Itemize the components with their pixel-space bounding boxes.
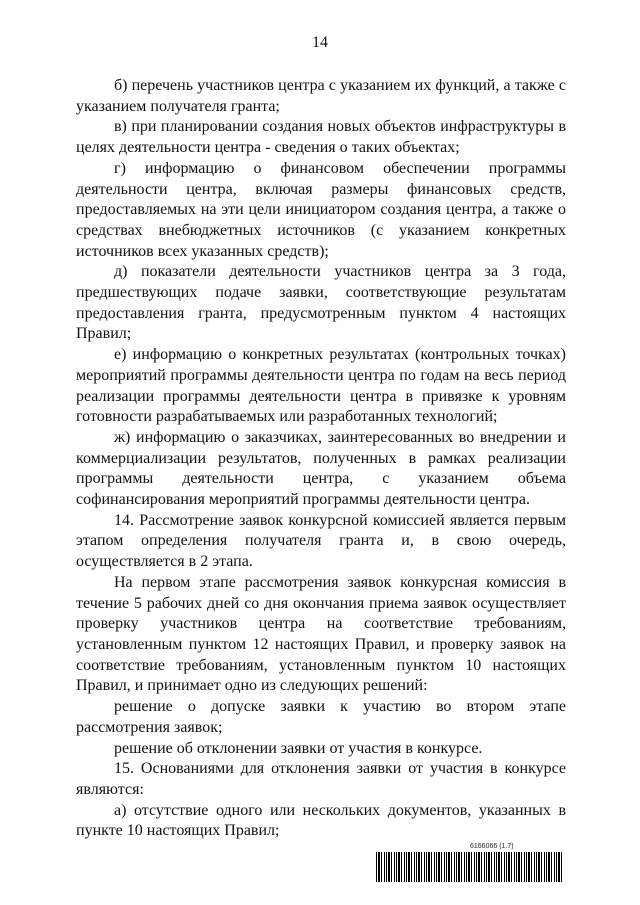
document-body [76, 76, 566, 842]
paragraph-zh: ж) информацию о заказчиках, заинтересованных во внедрении и коммерциализации результатов, полученных в рамках реализации программы деятельности центра, с указанием объема софинансирования мероприятий программы деятельности центра. [76, 428, 566, 509]
paragraph-first-stage: На первом этапе рассмотрения заявок конкурсная комиссия в течение 5 рабочих дней со дня окончания приема заявок осуществляет проверку участников центра на соответствие требованиям, установленным пунктом 12 настоящих Правил, и проверку заявок на соответствие требованиям, установленным пунктом 10 настоящих Правил, и принимает одно из следующих решений: [76, 573, 566, 695]
barcode [376, 852, 564, 882]
paragraph-v: в) при планировании создания новых объектов инфраструктуры в целях деятельности центра - сведения о таких объектах; [76, 118, 566, 157]
paragraph-b: б) перечень участников центра с указанием их функций, а также с указанием получателя гранта; [76, 77, 566, 115]
paragraph-g: г) информацию о финансовом обеспечении программы деятельности центра, включая размеры финансовых средств, предоставляемых на эти цели инициатором создания центра, а также о средствах внебюджетных источников (с указанием конкретных источников всех указанных средств); [76, 159, 566, 260]
paragraph-decision-reject: решение об отклонении заявки от участия в конкурсе. [114, 739, 483, 757]
paragraph-15: 15. Основаниями для отклонения заявки от участия в конкурсе являются: [76, 760, 566, 798]
paragraph-a: а) отсутствие одного или нескольких документов, указанных в пункте 10 настоящих Правил; [76, 801, 566, 840]
paragraph-d: д) показатели деятельности участников центра за 3 года, предшествующих подаче заявки, соответствующие результатам предоставления гранта, предусмотренным пунктом 4 настоящих Правил; [76, 263, 566, 343]
paragraph-e: е) информацию о конкретных результатах (контрольных точках) мероприятий программы деятельности центра по годам на весь период реализации программы деятельности центра в привязке к уровням готовности разрабатываемых или разработанных технологий; [76, 346, 566, 426]
page-number: 14 [312, 34, 328, 51]
paragraph-decision-admit: решение о допуске заявки к участию во втором этапе рассмотрения заявок; [76, 698, 566, 736]
paragraph-14: 14. Рассмотрение заявок конкурсной комиссией является первым этапом определения получателя гранта и, в свою очередь, осуществляется в 2 этапа. [76, 511, 566, 571]
footer-code: 6166066 (1.7) [470, 843, 514, 850]
